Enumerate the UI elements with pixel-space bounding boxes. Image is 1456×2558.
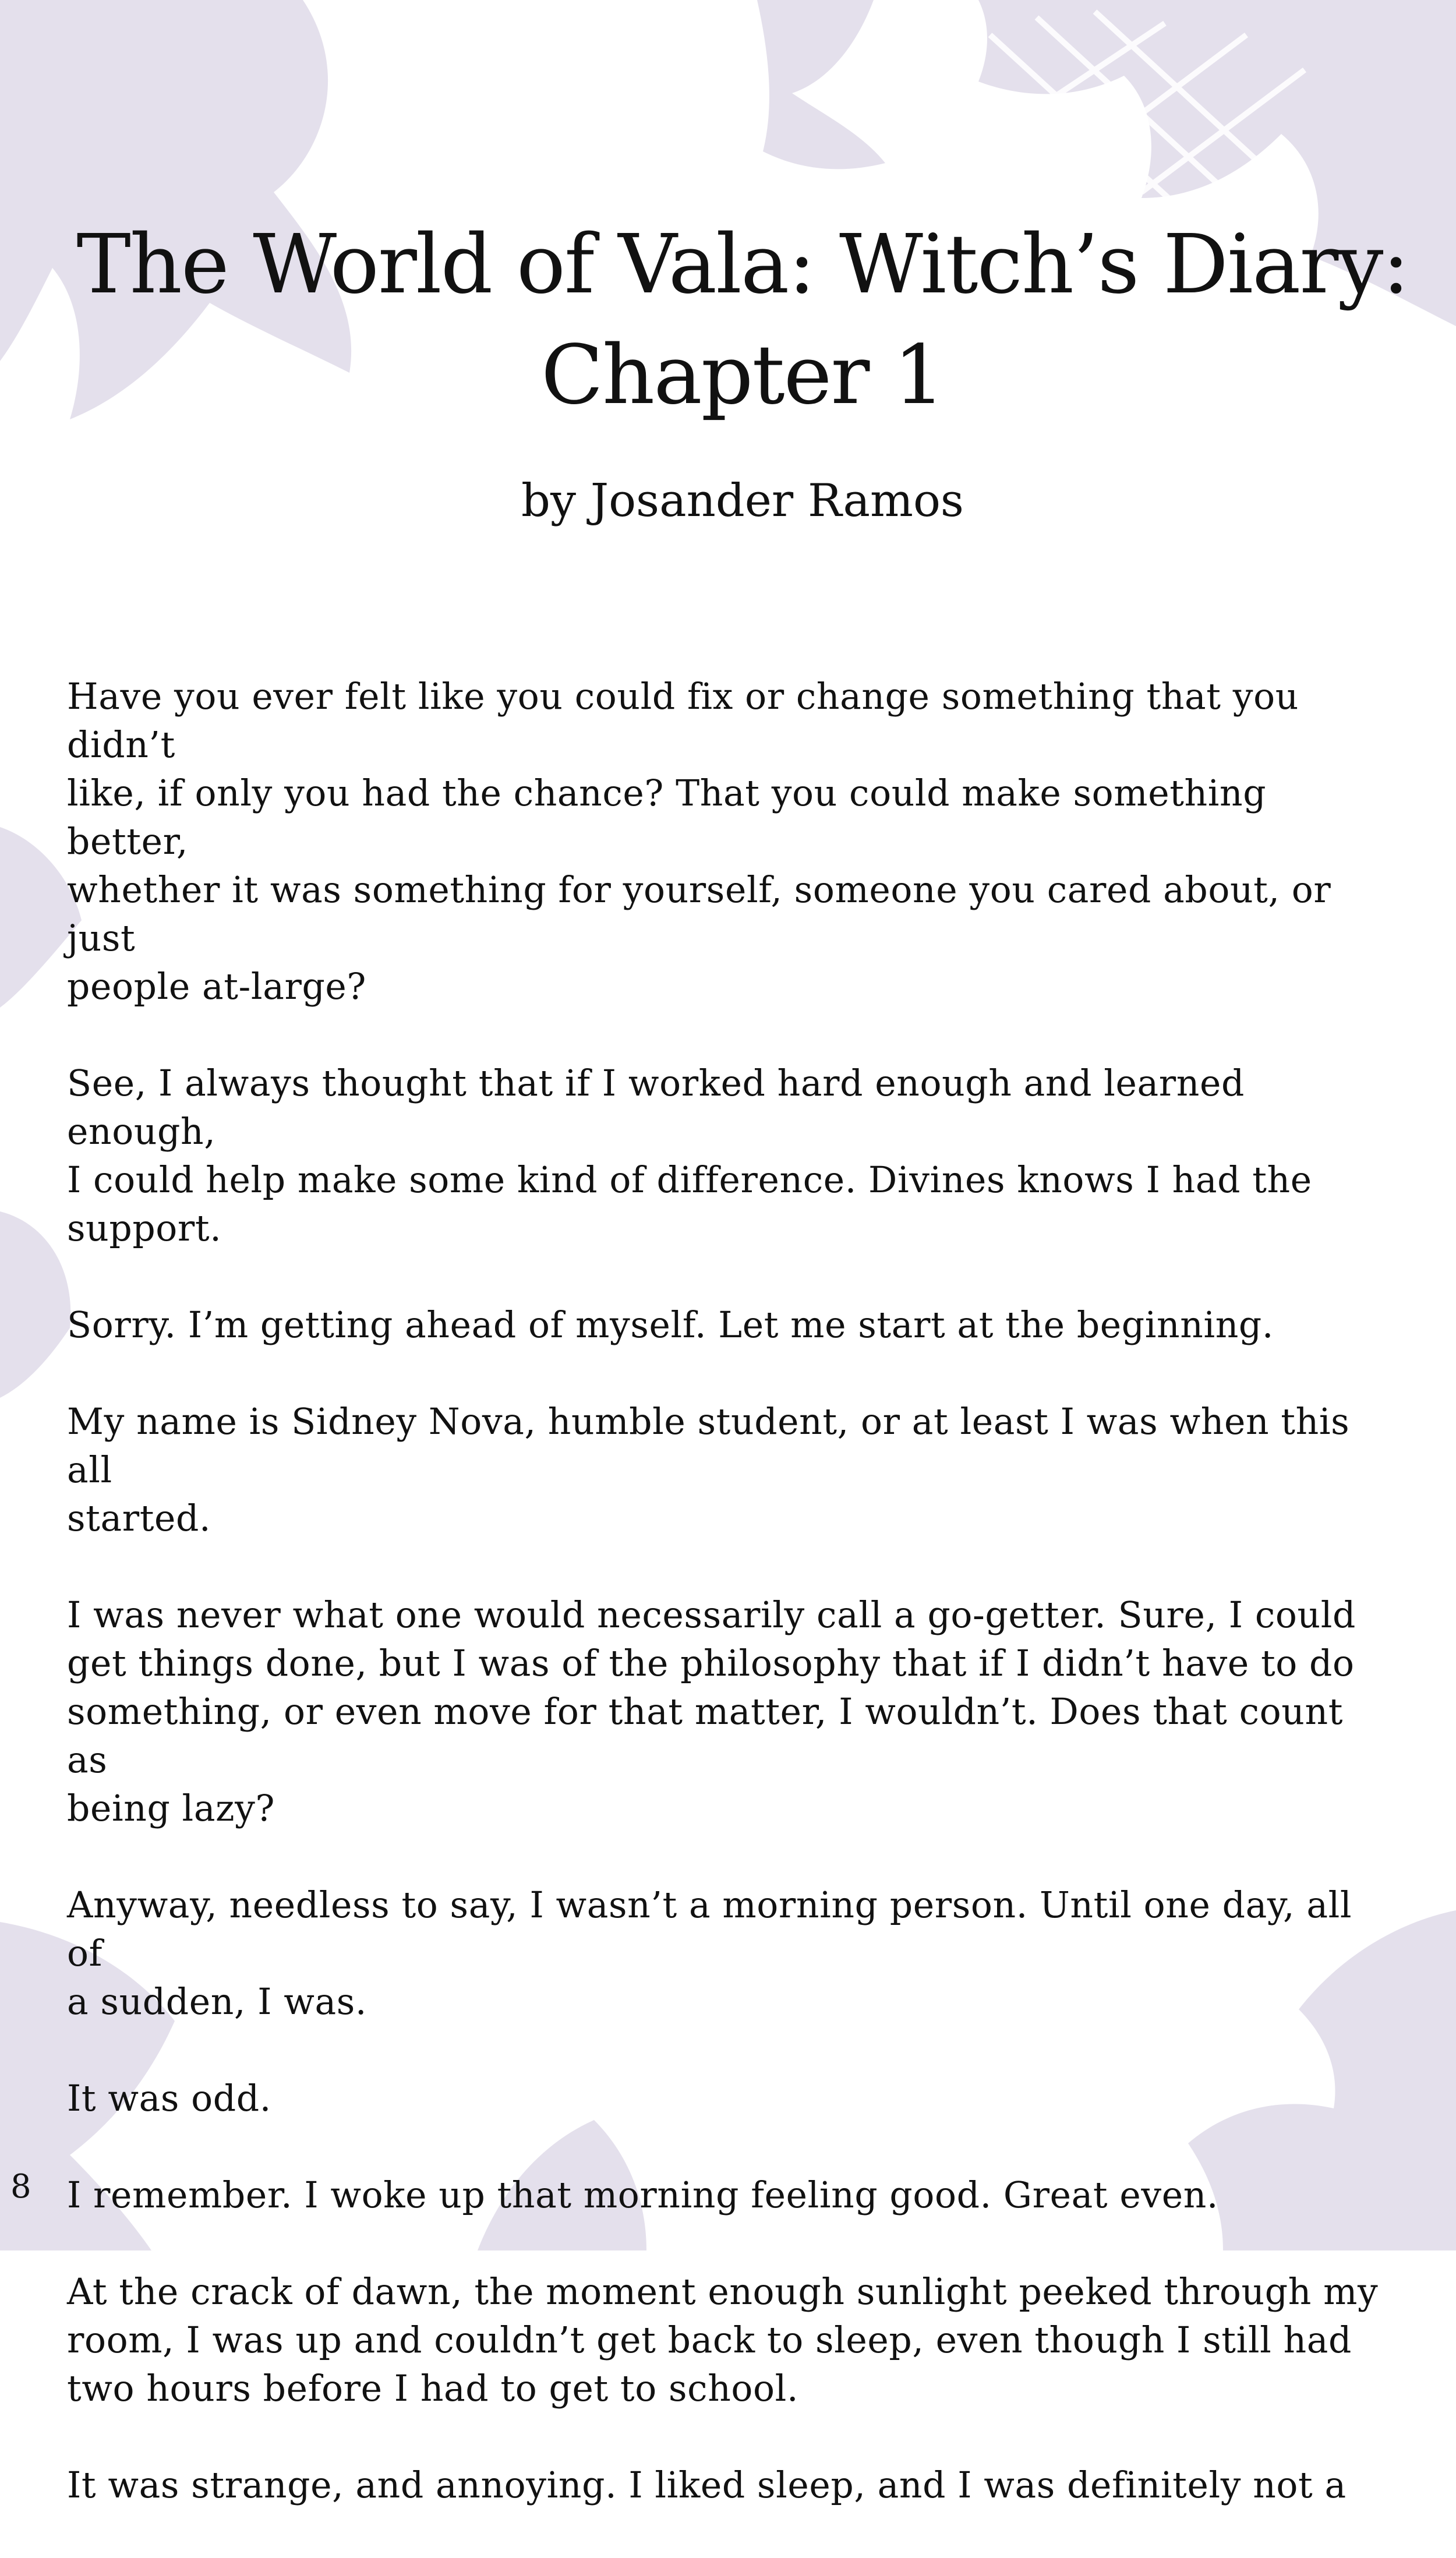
page-number: 8 xyxy=(10,2168,31,2206)
paragraph: It was odd. xyxy=(67,2078,271,2119)
leaf-shape-left-mid-2 xyxy=(0,1211,70,1398)
paragraph: See, I always thought that if I worked hard enough and learned enough, I could help make some kind of difference. Divines knows I had the support. xyxy=(67,1062,1312,1249)
paragraph: I remember. I woke up that morning feeling good. Great even. xyxy=(67,2174,1219,2216)
paragraph: Have you ever felt like you could fix or change something that you didn’t like, if only you had the chance? That you could make something better, whether it was something for yourself, someone you cared about, or just people at-large? xyxy=(67,676,1331,1008)
article-body xyxy=(67,673,1395,2558)
paragraph: At the crack of dawn, the moment enough sunlight peeked through my room, I was up and couldn’t get back to sleep, even though I still had two hours before I had to get to school. xyxy=(67,2271,1379,2409)
paragraph: Sorry. I’m getting ahead of myself. Let me start at the beginning. xyxy=(67,1304,1274,1346)
paragraph: I was never what one would necessarily call a go-getter. Sure, I could get things done, but I was of the philosophy that if I didn’t have to do something, or even move for that matter, I wouldn’t. Does that count as being lazy? xyxy=(67,1594,1356,1829)
paragraph: It was strange, and annoying. I liked sleep, and I was definitely not a xyxy=(67,2464,1347,2506)
article-title: The World of Vala: Witch’s Diary: Chapter 1 xyxy=(76,217,1409,423)
article-byline: by Josander Ramos xyxy=(521,475,964,527)
leaf-shape-top-center xyxy=(757,0,885,169)
paragraph: Anyway, needless to say, I wasn’t a morning person. Until one day, all of a sudden, I was. xyxy=(67,1884,1352,2023)
paragraph: My name is Sidney Nova, humble student, or at least I was when this all started. xyxy=(67,1401,1350,1539)
